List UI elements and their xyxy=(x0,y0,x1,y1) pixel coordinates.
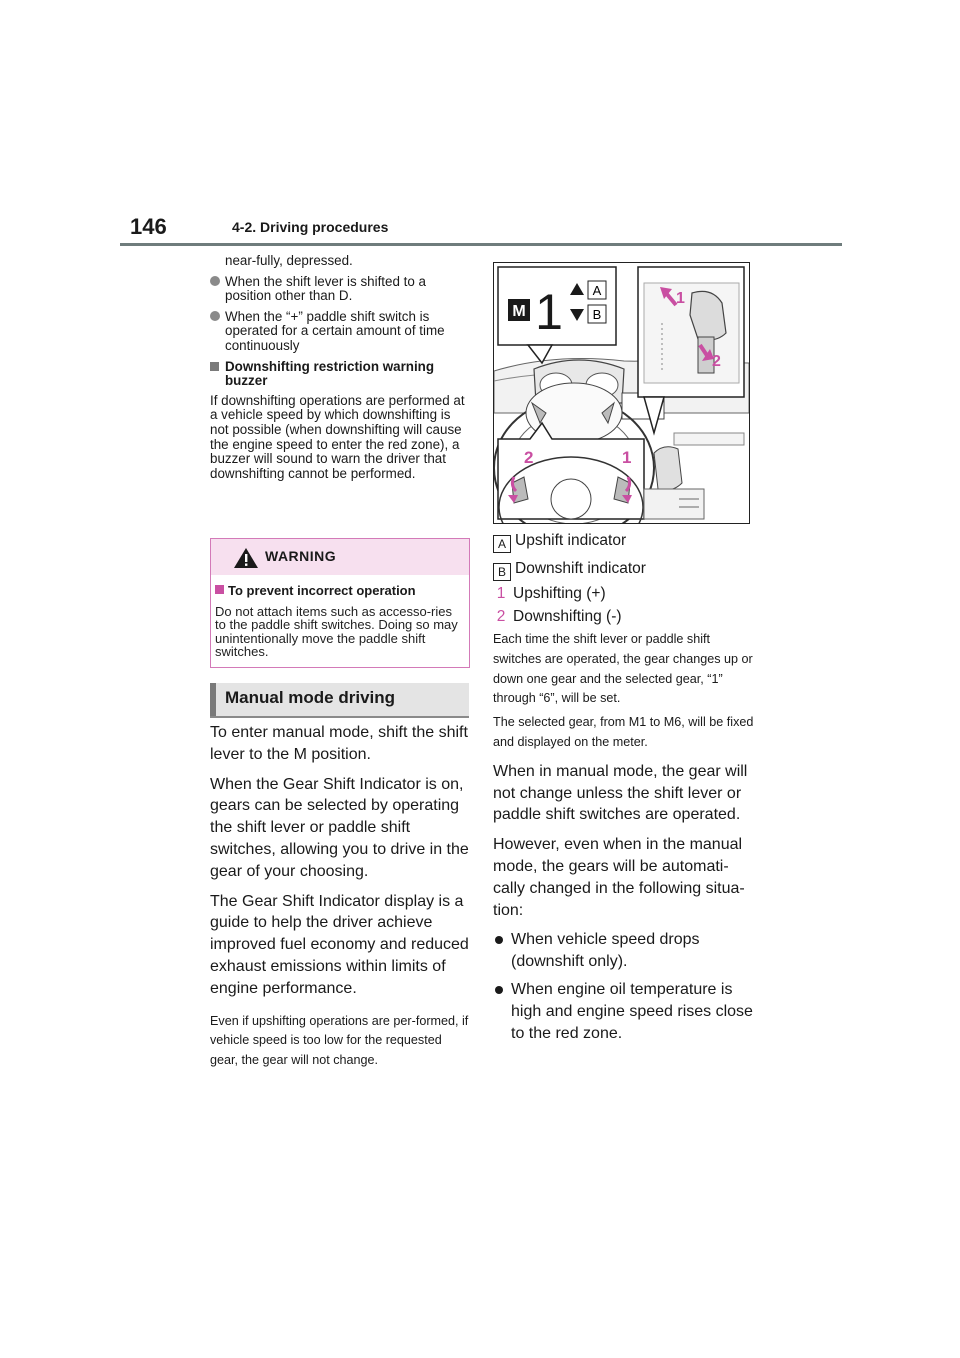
warning-box xyxy=(210,538,470,668)
left-column xyxy=(210,254,472,481)
header-rule xyxy=(120,243,842,246)
section-title: 4-2. Driving procedures xyxy=(232,219,389,235)
gear-number: 1 xyxy=(535,284,563,340)
square-bullet-icon xyxy=(215,585,224,594)
paragraph: When in manual mode, the gear will not change unless the shift lever or paddle shift switches are operated. xyxy=(493,762,748,824)
subheading-text: If downshifting operations are performed at a vehicle speed by which downshifting is not possible (when downshifting will cause the engine speed to enter the red zone), a buzzer will sound to warn the driver that downshifting cannot be performed. xyxy=(210,392,465,481)
illustration-svg xyxy=(494,263,749,523)
page-number: 146 xyxy=(130,214,167,239)
bullet-icon xyxy=(495,986,503,994)
caption-downshift: B Downshift indicator xyxy=(493,560,646,581)
callout-2-right: 2 xyxy=(712,353,721,370)
paddle-shift-illustration xyxy=(493,262,750,524)
square-bullet-icon xyxy=(210,362,219,371)
bullet-icon xyxy=(495,936,503,944)
indicator-a-label: A xyxy=(592,283,602,298)
indicator-b-label: B xyxy=(592,307,602,322)
caption-upshifting: 1 Upshifting (+) xyxy=(496,585,606,602)
paragraph: When the Gear Shift Indicator is on, gears can be selected by operating the shift lever or paddle shift switches, allowing you to drive in the gear of your choosing. xyxy=(210,775,469,880)
note: The selected gear, from M1 to M6, will be fixed and displayed on the meter. xyxy=(493,715,754,749)
warning-title: WARNING xyxy=(265,548,337,564)
manual-body xyxy=(210,722,472,1075)
label-a-box: A xyxy=(493,535,511,553)
section-heading xyxy=(210,683,469,718)
bullet-icon xyxy=(210,311,220,321)
section-heading-text: Manual mode driving xyxy=(225,688,396,707)
callout-1-right: 1 xyxy=(676,290,685,307)
mode-letter: M xyxy=(512,303,526,320)
right-column xyxy=(493,630,755,1050)
continued-line: near-fully, depressed. xyxy=(225,253,353,268)
warning-text: Do not attach items such as accesso-ries to the paddle shift switches. Doing so may unintentionally move the paddle shift switches. xyxy=(215,604,458,660)
callout-1-left: 1 xyxy=(622,448,632,467)
paragraph: To enter manual mode, shift the shift lever to the M position. xyxy=(210,724,468,763)
warning-subheading: To prevent incorrect operation xyxy=(215,583,463,598)
note: Even if upshifting operations are per-formed, if vehicle speed is too low for the requested gear, the gear will not change. xyxy=(210,1013,469,1068)
paragraph: However, even when in the manual mode, the gears will be automati-cally changed in the following situa-tion: xyxy=(493,836,745,919)
subheading: Downshifting restriction warning buzzer xyxy=(210,360,472,389)
list-item: When the shift lever is shifted to a position other than D. xyxy=(210,275,472,304)
list-item: When engine oil temperature is high and engine speed rises close to the red zone. xyxy=(493,979,755,1044)
callout-2-left: 2 xyxy=(524,448,534,467)
caption-downshifting: 2 Downshifting (-) xyxy=(496,608,622,625)
list-item: When the “+” paddle shift switch is operated for a certain amount of time continuously xyxy=(210,310,472,354)
paragraph: The Gear Shift Indicator display is a guide to help the driver achieve improved fuel economy and reduced exhaust emissions within limits of engine performance. xyxy=(210,892,469,997)
bullet-icon xyxy=(210,276,220,286)
warning-header xyxy=(211,539,469,575)
caption-upshift: A Upshift indicator xyxy=(493,532,626,553)
label-b-box: B xyxy=(493,563,511,581)
note: Each time the shift lever or paddle shift switches are operated, the gear changes up or down one gear and the selected gear, “1” through “6”, will be set. xyxy=(493,632,753,706)
list-item: When vehicle speed drops (downshift only). xyxy=(493,929,755,973)
warning-triangle-icon xyxy=(233,547,259,569)
